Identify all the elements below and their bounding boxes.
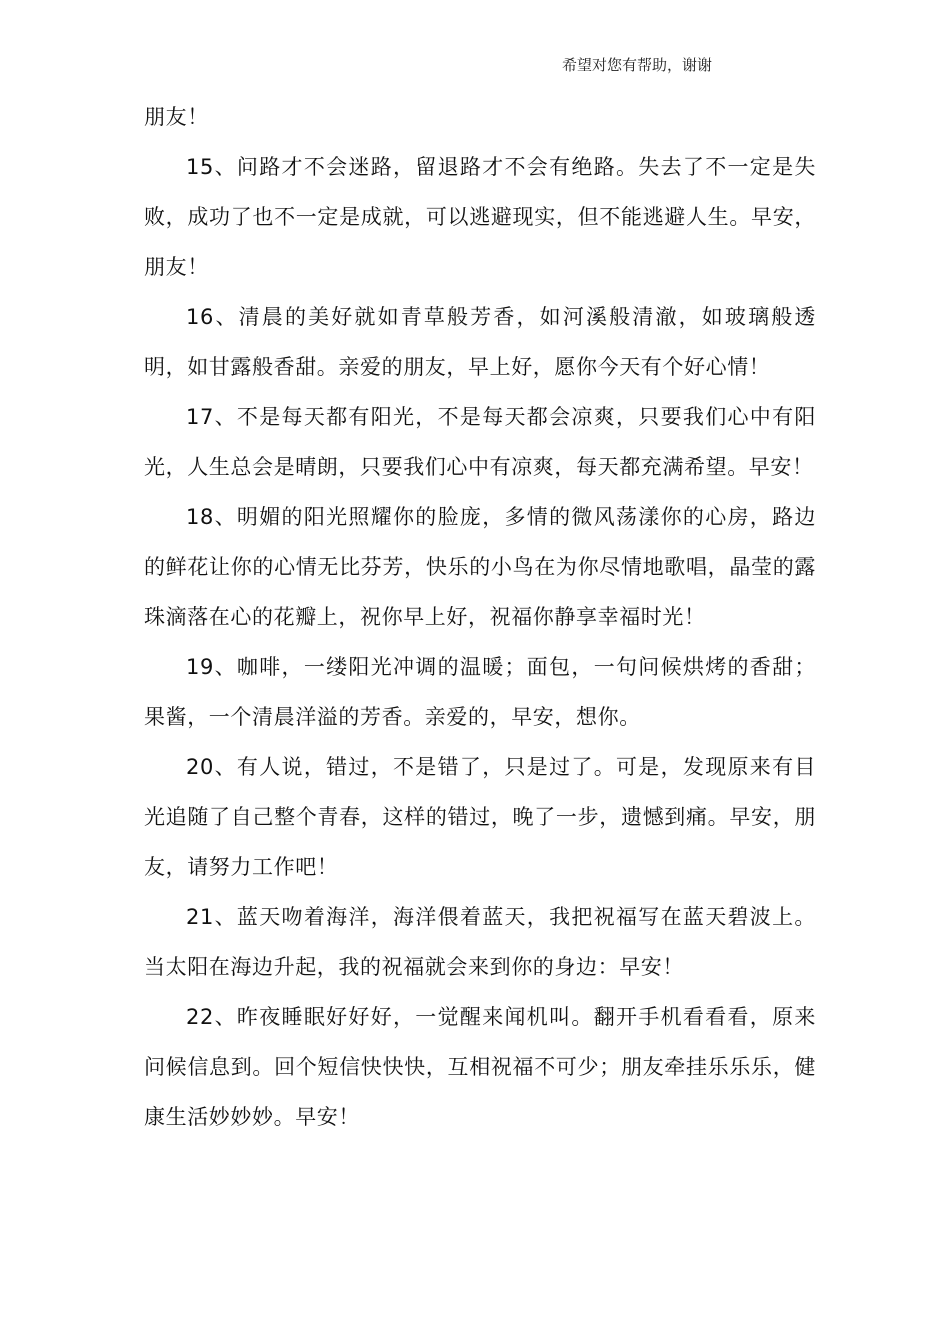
paragraph-continuation: 朋友！ — [144, 105, 209, 129]
paragraph-17: 17、不是每天都有阳光，不是每天都会凉爽，只要我们心中有阳光，人生总会是晴朗，只要我们心中有凉爽，每天都充满希望。早安！ — [144, 405, 816, 479]
paragraph-22: 22、昨夜睡眠好好好，一觉醒来闻机叫。翻开手机看看看，原来问候信息到。回个短信快快快，互相祝福不可少；朋友牵挂乐乐乐，健康生活妙妙妙。早安！ — [144, 1005, 816, 1129]
paragraph-19: 19、咖啡，一缕阳光冲调的温暖；面包，一句问候烘烤的香甜；果酱，一个清晨洋溢的芳香。亲爱的，早安，想你。 — [144, 655, 816, 729]
paragraph-15: 15、问路才不会迷路，留退路才不会有绝路。失去了不一定是失败，成功了也不一定是成就，可以逃避现实，但不能逃避人生。早安，朋友！ — [144, 155, 816, 279]
document-body — [144, 92, 816, 1142]
paragraph-18: 18、明媚的阳光照耀你的脸庞，多情的微风荡漾你的心房，路边的鲜花让你的心情无比芬芳，快乐的小鸟在为你尽情地歌唱，晶莹的露珠滴落在心的花瓣上，祝你早上好，祝福你静享幸福时光！ — [144, 505, 816, 629]
paragraph-16: 16、清晨的美好就如青草般芳香，如河溪般清澈，如玻璃般透明，如甘露般香甜。亲爱的朋友，早上好，愿你今天有个好心情！ — [144, 305, 816, 379]
header-note: 希望对您有帮助，谢谢 — [562, 56, 713, 74]
paragraph-20: 20、有人说，错过，不是错了，只是过了。可是，发现原来有目光追随了自己整个青春，这样的错过，晚了一步，遗憾到痛。早安，朋友，请努力工作吧！ — [144, 755, 816, 879]
paragraph-21: 21、蓝天吻着海洋，海洋偎着蓝天，我把祝福写在蓝天碧波上。当太阳在海边升起，我的祝福就会来到你的身边：早安！ — [144, 905, 816, 979]
